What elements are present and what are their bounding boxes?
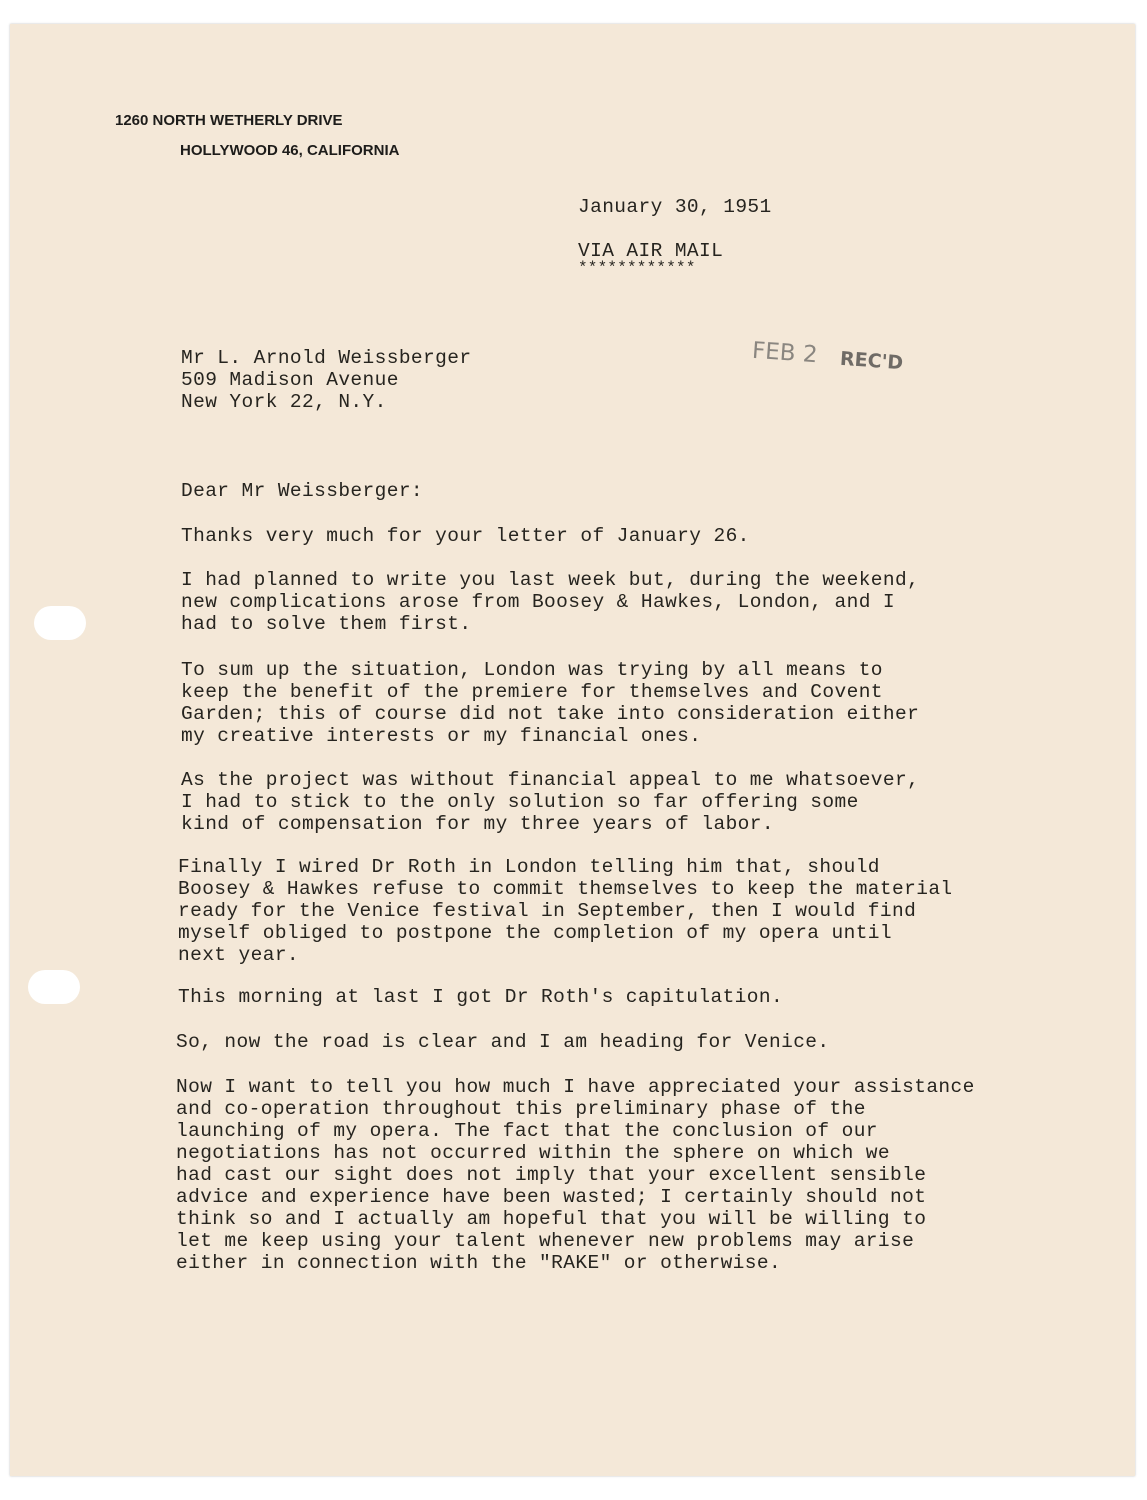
letter-date: January 30, 1951 (578, 196, 772, 218)
paragraph-7 (176, 1031, 830, 1053)
paragraph-line: advice and experience have been wasted; I certainly should not (176, 1186, 927, 1208)
recipient-name: Mr L. Arnold Weissberger (181, 347, 472, 369)
salutation: Dear Mr Weissberger: (181, 480, 424, 502)
paragraph-line: and co-operation throughout this preliminary phase of the (176, 1098, 866, 1120)
paragraph-line: myself obliged to postpone the completion of my opera until (178, 922, 893, 944)
paragraph-line: had to solve them first. (181, 613, 472, 635)
via-air-mail: VIA AIR MAIL (578, 240, 724, 262)
paragraph-line: keep the benefit of the premiere for themselves and Covent (181, 681, 883, 703)
paragraph-line: kind of compensation for my three years of labor. (181, 813, 774, 835)
paragraph-line: either in connection with the "RAKE" or otherwise. (176, 1252, 782, 1274)
paragraph-line: next year. (178, 944, 300, 966)
paragraph-5 (178, 856, 953, 966)
punch-hole-bottom (28, 970, 80, 1004)
paragraph-line: Thanks very much for your letter of January 26. (181, 525, 750, 547)
paragraph-line: ready for the Venice festival in September, then I would find (178, 900, 917, 922)
paragraph-line: Now I want to tell you how much I have appreciated your assistance (176, 1076, 975, 1098)
paragraph-line: launching of my opera. The fact that the conclusion of our (176, 1120, 878, 1142)
paragraph-line: think so and I actually am hopeful that you will be willing to (176, 1208, 927, 1230)
received-stamp-label: REC'D (839, 347, 904, 375)
via-underline: ************ (578, 259, 696, 277)
paragraph-2 (181, 569, 919, 635)
paragraph-line: Garden; this of course did not take into consideration either (181, 703, 920, 725)
paragraph-line: I had planned to write you last week but, during the weekend, (181, 569, 920, 591)
punch-hole-top (34, 606, 86, 640)
paragraph-line: new complications arose from Boosey & Hawkes, London, and I (181, 591, 896, 613)
paragraph-line: my creative interests or my financial ones. (181, 725, 702, 747)
paragraph-8 (176, 1076, 975, 1274)
paragraph-line: I had to stick to the only solution so far offering some (181, 791, 859, 813)
paragraph-4 (181, 769, 919, 835)
paragraph-line: Finally I wired Dr Roth in London telling him that, should (178, 856, 880, 878)
paragraph-6 (178, 986, 783, 1008)
recipient-city: New York 22, N.Y. (181, 391, 387, 413)
paragraph-line: To sum up the situation, London was trying by all means to (181, 659, 883, 681)
paragraph-line: negotiations has not occurred within the sphere on which we (176, 1142, 891, 1164)
paragraph-line: had cast our sight does not imply that your excellent sensible (176, 1164, 927, 1186)
paragraph-line: let me keep using your talent whenever new problems may arise (176, 1230, 915, 1252)
paragraph-1 (181, 525, 750, 547)
paragraph-line: As the project was without financial appeal to me whatsoever, (181, 769, 920, 791)
paragraph-line: So, now the road is clear and I am heading for Venice. (176, 1031, 830, 1053)
paragraph-line: This morning at last I got Dr Roth's capitulation. (178, 986, 784, 1008)
recipient-street: 509 Madison Avenue (181, 369, 399, 391)
letterhead-street: 1260 NORTH WETHERLY DRIVE (115, 112, 343, 129)
paragraph-3 (181, 659, 919, 747)
letterhead-city: HOLLYWOOD 46, CALIFORNIA (180, 142, 400, 159)
received-stamp-date: FEB 2 (751, 337, 819, 369)
paragraph-line: Boosey & Hawkes refuse to commit themselves to keep the material (178, 878, 953, 900)
